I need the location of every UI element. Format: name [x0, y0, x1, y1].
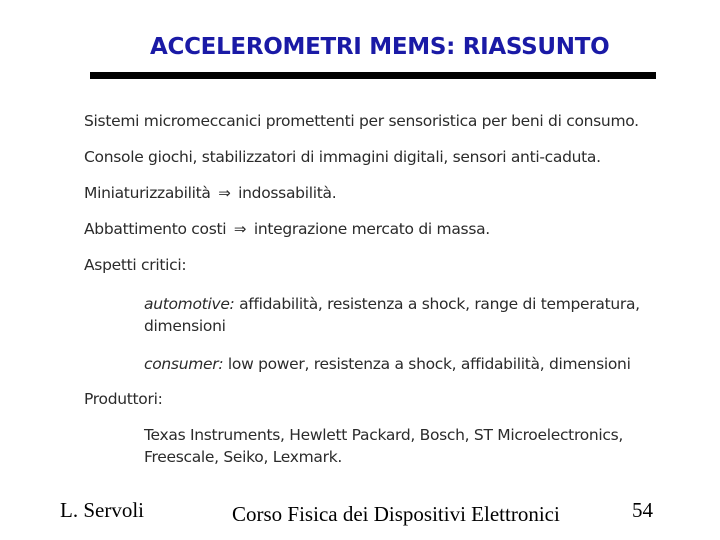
- mass-market-label: integrazione mercato di massa.: [253, 220, 490, 238]
- bullet-applications: Console giochi, stabilizzatori di immagini digitali, sensori anti-caduta.: [84, 148, 601, 166]
- consumer-text: low power, resistenza a shock, affidabilità, dimensioni: [223, 355, 631, 373]
- footer-page-number: 54: [632, 498, 653, 522]
- automotive-key: automotive:: [144, 295, 235, 313]
- bullet-miniaturization: [84, 182, 336, 204]
- critical-item-consumer: [144, 353, 631, 375]
- title-underline-rule: [90, 72, 656, 79]
- critical-aspects-heading: Aspetti critici:: [84, 256, 187, 274]
- producers-heading: Produttori:: [84, 390, 163, 408]
- automotive-text: affidabilità, resistenza a shock, range di temperatura, dimensioni: [144, 295, 640, 335]
- implies-arrow-icon: ⇒: [218, 184, 231, 202]
- footer-author: L. Servoli: [60, 498, 144, 522]
- wearability-label: indossabilità.: [238, 184, 337, 202]
- producers-list: Texas Instruments, Hewlett Packard, Bosch, ST Microelectronics, Freescale, Seiko, Lexmark.: [144, 426, 624, 466]
- footer-course: Corso Fisica dei Dispositivi Elettronici: [232, 502, 560, 526]
- miniaturization-label: Miniaturizzabilità: [84, 184, 211, 202]
- cost-reduction-label: Abbattimento costi: [84, 220, 227, 238]
- implies-arrow-icon: ⇒: [233, 220, 247, 238]
- consumer-key: consumer:: [144, 355, 224, 373]
- bullet-cost-reduction: [84, 218, 490, 240]
- bullet-mems-consumer: Sistemi micromeccanici promettenti per sensoristica per beni di consumo.: [84, 112, 639, 130]
- slide-title: ACCELEROMETRI MEMS: RIASSUNTO: [150, 34, 610, 60]
- critical-item-automotive: [144, 293, 664, 337]
